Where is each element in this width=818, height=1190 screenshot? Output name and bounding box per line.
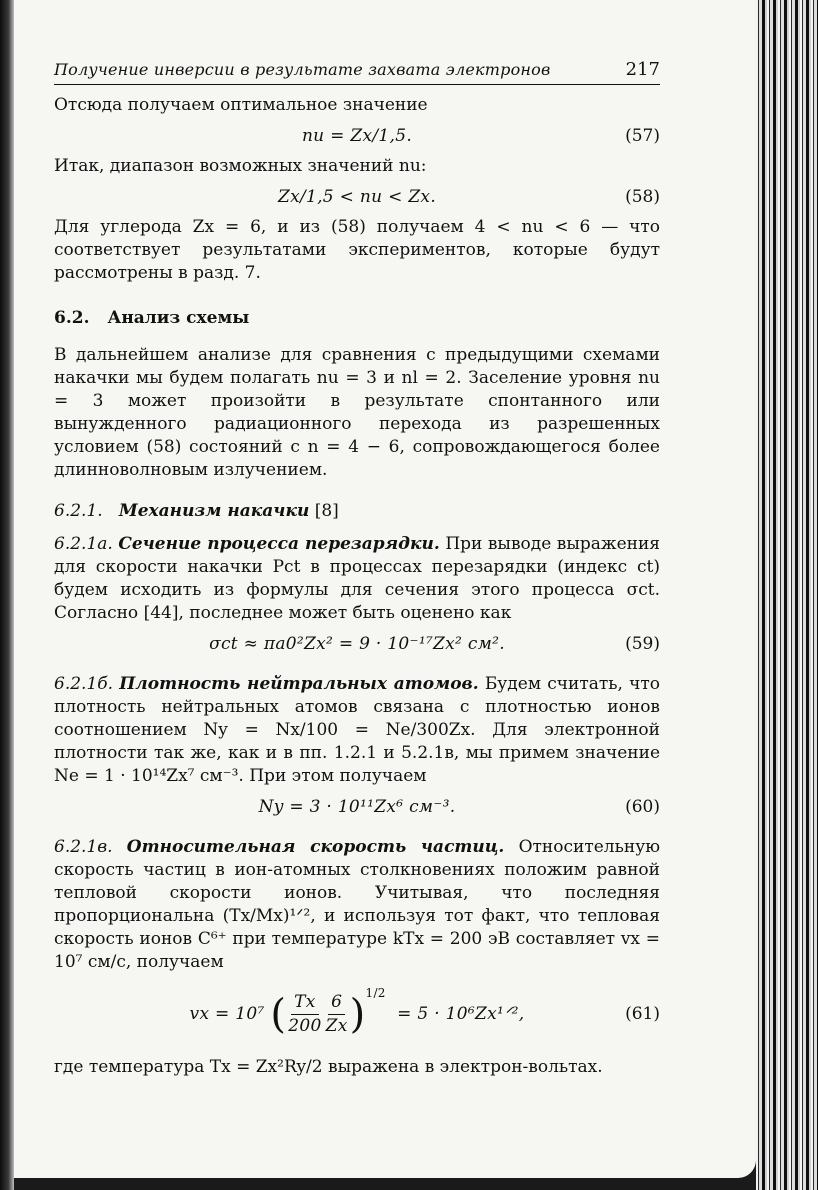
equation-61-rhs: = 5 · 10⁶Zx¹ᐟ², [397, 1003, 525, 1024]
page-content [54, 58, 660, 1079]
equation-57 [54, 123, 660, 149]
equation-61 [54, 984, 660, 1044]
scan-right-edge [756, 0, 818, 1190]
fraction-1-denominator: 200 [288, 1015, 322, 1036]
paragraph-621a [54, 533, 660, 625]
subsection-621c-number: 6.2.1в. [54, 837, 113, 857]
paragraph-last: где температура Tx = Zx²Ry/2 выражена в электрон-вольтах. [54, 1057, 603, 1077]
equation-60 [54, 794, 660, 820]
subsection-621-ref: [8] [314, 501, 339, 521]
fraction-2-denominator: Zx [325, 1015, 348, 1036]
subsection-621-title: Механизм накачки [118, 501, 310, 521]
equation-61-lhs: vx = 10⁷ [189, 1003, 265, 1024]
paragraph-2: Итак, диапазон возможных значений nu: [54, 156, 427, 176]
equation-61-fraction-1 [288, 991, 321, 1038]
section-number: 6.2. [54, 308, 90, 328]
equation-58-number: (58) [625, 186, 660, 207]
equation-59-expr: σct ≈ πa0²Zx² = 9 · 10⁻¹⁷Zx² см². [209, 633, 505, 654]
equation-58 [54, 184, 660, 210]
equation-59 [54, 631, 660, 657]
equation-58-expr: Zx/1,5 < nu < Zx. [277, 186, 437, 207]
equation-61-expr [189, 985, 525, 1038]
equation-57-expr: nu = Zx/1,5. [301, 125, 413, 146]
paragraph-1: Отсюда получаем оптимальное значение [54, 95, 428, 115]
fraction-2-numerator: 6 [328, 991, 345, 1015]
subsection-621b-number: 6.2.1б. [54, 674, 114, 694]
paragraph-621c [54, 836, 660, 974]
equation-61-number: (61) [625, 1003, 660, 1024]
running-title: Получение инверсии в результате захвата электронов [54, 60, 551, 79]
subsection-621b-text: Будем считать, что плотность нейтральных атомов связана с плотностью ионов соотношением Ny = Nx/100 = Ne/300Zx. Для электронной плотности так же, как и в пп. 1.2.1 и 5.2.1в, мы примем значение Ne = 1 · 10¹⁴Zx⁷ см⁻³. При этом получаем [54, 674, 660, 786]
equation-61-fraction-2 [326, 991, 348, 1038]
paragraph-3: Для углерода Zx = 6, и из (58) получаем 4 < nu < 6 — что соответствует результатами экспериментов, которые будут рассмотрены в разд. 7. [54, 217, 660, 283]
subsection-621b-title: Плотность нейтральных атомов. [119, 674, 479, 694]
page-number: 217 [625, 59, 660, 80]
subsection-621 [54, 500, 660, 523]
equation-57-number: (57) [625, 125, 660, 146]
subsection-621c-text: Относительную скорость частиц в ион-атомных столкновениях положим равной тепловой скорости ионов. Учитывая, что последняя пропорциональна (Tx/Mx)¹ᐟ², и используя тот факт, что тепловая скорость ионов C⁶⁺ при температуре kTx = 200 эВ составляет vx = 10⁷ см/с, получаем [54, 837, 660, 972]
paragraph-621b [54, 673, 660, 788]
equation-61-open-paren: ( [270, 991, 287, 1037]
equation-61-close-paren: ) [349, 991, 366, 1037]
equation-60-number: (60) [625, 796, 660, 817]
subsection-621c-title: Относительная скорость частиц. [126, 837, 505, 857]
scan-left-edge [0, 0, 14, 1190]
book-page [14, 0, 756, 1178]
section-heading [54, 307, 660, 330]
equation-59-number: (59) [625, 633, 660, 654]
subsection-621-number: 6.2.1. [54, 501, 103, 521]
subsection-621a-number: 6.2.1а. [54, 534, 113, 554]
equation-61-power: 1/2 [365, 985, 386, 1000]
fraction-1-numerator: Tx [291, 991, 319, 1015]
equation-60-expr: Ny = 3 · 10¹¹Zx⁶ см⁻³. [258, 796, 456, 817]
paragraph-4: В дальнейшем анализе для сравнения с предыдущими схемами накачки мы будем полагать nu = 3 и nl = 2. Заселение уровня nu = 3 может произойти в результате спонтанного или вынужденного радиационного перехода из разрешенных условием (58) состояний с n = 4 − 6, сопровождающегося более длинноволновым излучением. [54, 345, 660, 480]
subsection-621a-text: При выводе выражения для скорости накачки Pct в процессах перезарядки (индекс ct) будем исходить из формулы для сечения этого процесса σct. Согласно [44], последнее может быть оценено как [54, 534, 661, 623]
subsection-621a-title: Сечение процесса перезарядки. [118, 534, 440, 554]
running-header [54, 58, 660, 85]
section-title: Анализ схемы [107, 308, 250, 328]
